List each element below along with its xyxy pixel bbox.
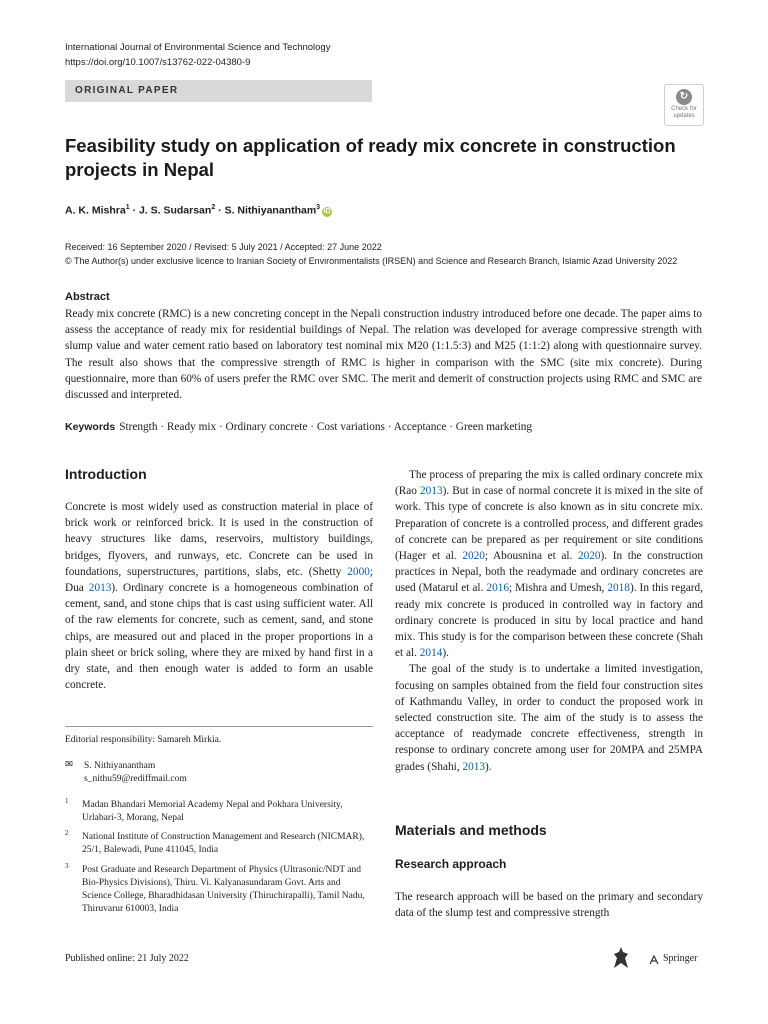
text-run: ). In this regard, ready mix concrete is produced in controlled way in factory and ordinary concrete is produced in situ by local practice and hand mix. This study is for the comparison between these concrete (Shah et al.: [395, 582, 703, 660]
affil-number: 2: [65, 829, 69, 837]
methods-heading: Materials and methods: [395, 822, 547, 838]
text-run: ).: [485, 760, 492, 773]
orcid-icon[interactable]: iD: [323, 207, 331, 215]
abstract-heading: Abstract: [65, 291, 110, 303]
citation-link[interactable]: 2013: [462, 760, 486, 773]
text-run: ; Mishra and Umesh,: [509, 582, 608, 595]
journal-header: [65, 40, 330, 70]
citation-link[interactable]: 2018: [607, 582, 630, 595]
text-run: ). In the construction practices in Nepal, both the readymade and ordinary concretes are used (Matarul et al.: [395, 550, 703, 595]
author-separator: ·: [129, 204, 139, 217]
article-type-label: ORIGINAL PAPER: [75, 85, 179, 96]
contact-name: S. Nithiyanantham: [84, 761, 156, 771]
intro-paragraph-2: [395, 467, 703, 661]
text-run: ). Ordinary concrete is a homogeneous combination of cement, sand, and stone chips that is cast using sufficient water. All of the raw elements for concrete, such as cement, sand, and stone chips, are measured out and placed in the proper proportions in a plain sheet or brick soling, where they are mixed by hand first in a dry state, and then enough water is added to form an usable concrete.: [65, 582, 373, 692]
mail-icon: ✉: [65, 760, 73, 770]
check-updates-line1: Check for: [671, 106, 697, 112]
springer-horse-icon: [610, 946, 632, 970]
footnote-divider: [65, 726, 373, 727]
check-updates-line2: updates: [673, 113, 695, 119]
research-approach-heading: Research approach: [395, 857, 507, 871]
intro-paragraph-3: [395, 661, 703, 774]
citation-link[interactable]: 2013: [420, 485, 443, 498]
citation-link[interactable]: 2016: [486, 582, 510, 595]
springer-logo: [610, 946, 710, 970]
text-run: The process of preparing the mix is called ordinary concrete mix (Rao: [395, 469, 703, 498]
intro-paragraph-1: [65, 499, 373, 693]
refresh-icon: ↻: [676, 89, 692, 105]
affiliation-3: Post Graduate and Research Department of Physics (Ultrasonic/NDT and Bio-Physics Divisions), Thiru. Vi. Kalyanasundaram Govt. Arts and Science College, Bharadhidasan University (Thiruchirapalli), Tamil Nadu, Thiruvarur 610003, India: [82, 865, 365, 914]
methods-text: The research approach will be based on the primary and secondary data of the slump test and compressive strength: [395, 891, 703, 920]
article-dates: [65, 241, 677, 268]
publisher-name: Springer: [663, 953, 698, 964]
author-name[interactable]: S. Nithiyanantham: [224, 204, 317, 217]
affil-number: 3: [65, 862, 69, 870]
citation-link[interactable]: 2020: [577, 550, 601, 563]
corresponding-author: [84, 760, 187, 786]
text-run: ). But in case of normal concrete it is mixed in the site of work. This type of concrete is also known as in situ concrete mix. Preparation of concrete is a controlled process, and different grades of concrete can be prepared as per requirement or site conditions (Hager et al.: [395, 485, 703, 563]
author-name[interactable]: J. S. Sudarsan: [138, 204, 212, 217]
text-run: ; Abousnina et al.: [484, 550, 578, 563]
article-type-banner: [65, 80, 372, 102]
author-list: [65, 204, 332, 217]
text-run: Concrete is most widely used as construction material in place of brick work or reinforced brick. It is used in the construction of heavy structures like dams, reservoirs, multistory buildings, bridges, flyovers, and runways, etc. Concrete can be used in foundations, superstructures, partitions, slabs, etc. (Shetty: [65, 501, 373, 578]
affiliation-2: National Institute of Construction Management and Research (NICMAR), 25/1, Balewadi, Pune 411045, India: [82, 832, 365, 855]
keywords-label: Keywords: [65, 421, 116, 433]
introduction-heading: Introduction: [65, 466, 147, 482]
journal-name: International Journal of Environmental Science and Technology: [65, 42, 331, 53]
citation-link[interactable]: 2000: [347, 565, 370, 578]
text-run: ; Dua: [65, 565, 373, 595]
editorial-note: Editorial responsibility: Samareh Mirkia.: [65, 735, 222, 745]
citation-link[interactable]: 2014: [419, 647, 443, 660]
text-run: The goal of the study is to undertake a limited investigation, focusing on samples obtained from the field four construction sites of Kathmandu Valley, in order to conduct the proposed work in selected construction site. The aim of the study is to assess the acceptance of readymade concrete effectiveness, strength in response to ordinary concrete among user for 20MPA and 25MPA grades (Shahi,: [395, 663, 703, 773]
springer-mark-icon: [648, 954, 660, 966]
check-for-updates-badge[interactable]: [664, 84, 704, 126]
contact-email[interactable]: s_nithu59@rediffmail.com: [84, 774, 187, 784]
copyright-line: © The Author(s) under exclusive licence to Iranian Society of Environmentalists (IRSEN) and Science and Research Branch, Islamic Azad University 2022: [65, 255, 678, 266]
author-affil-sup: 1: [125, 204, 130, 211]
text-run: ).: [442, 647, 449, 660]
keywords-line: [65, 421, 702, 433]
affil-number: 1: [65, 797, 69, 805]
abstract-text: Ready mix concrete (RMC) is a new concreting concept in the Nepali construction industry introduced before one decade. The paper aims to assess the acceptance of ready mix for residential buildings of Nepal. The relation was developed for average compressive strength with slump value and water cement ratio based on laboratory test nominal mix M20 (1:1.5:3) and M25 (1:1:2) along with questionnaire survey. The result also shows that the compressive strength of RMC is higher in comparison with the SMC (site mix concrete). During questionnaire, more than 60% of users prefer the RMC over SMC. The merit and demerit of construction projects using RMC and SMC are discussed and interpreted.: [65, 308, 702, 402]
journal-doi[interactable]: https://doi.org/10.1007/s13762-022-04380-9: [65, 57, 251, 68]
author-separator: ·: [215, 204, 225, 217]
author-affil-sup: 3: [316, 204, 321, 211]
intro-column-right: [395, 467, 703, 775]
affiliation-1: Madan Bhandari Memorial Academy Nepal and Pokhara University, Urlabari-3, Morang, Nepal: [82, 800, 343, 823]
published-date: Published online: 21 July 2022: [65, 953, 189, 964]
citation-link[interactable]: 2013: [88, 582, 112, 595]
received-dates: Received: 16 September 2020 / Revised: 5 July 2021 / Accepted: 27 June 2022: [65, 242, 382, 252]
paper-title: Feasibility study on application of ready mix concrete in construction projects in Nepal: [65, 135, 676, 180]
author-affil-sup: 2: [211, 204, 216, 211]
keywords-text: Strength · Ready mix · Ordinary concrete · Cost variations · Acceptance · Green marketing: [119, 421, 533, 433]
citation-link[interactable]: 2020: [462, 550, 485, 563]
author-name[interactable]: A. K. Mishra: [65, 204, 126, 217]
